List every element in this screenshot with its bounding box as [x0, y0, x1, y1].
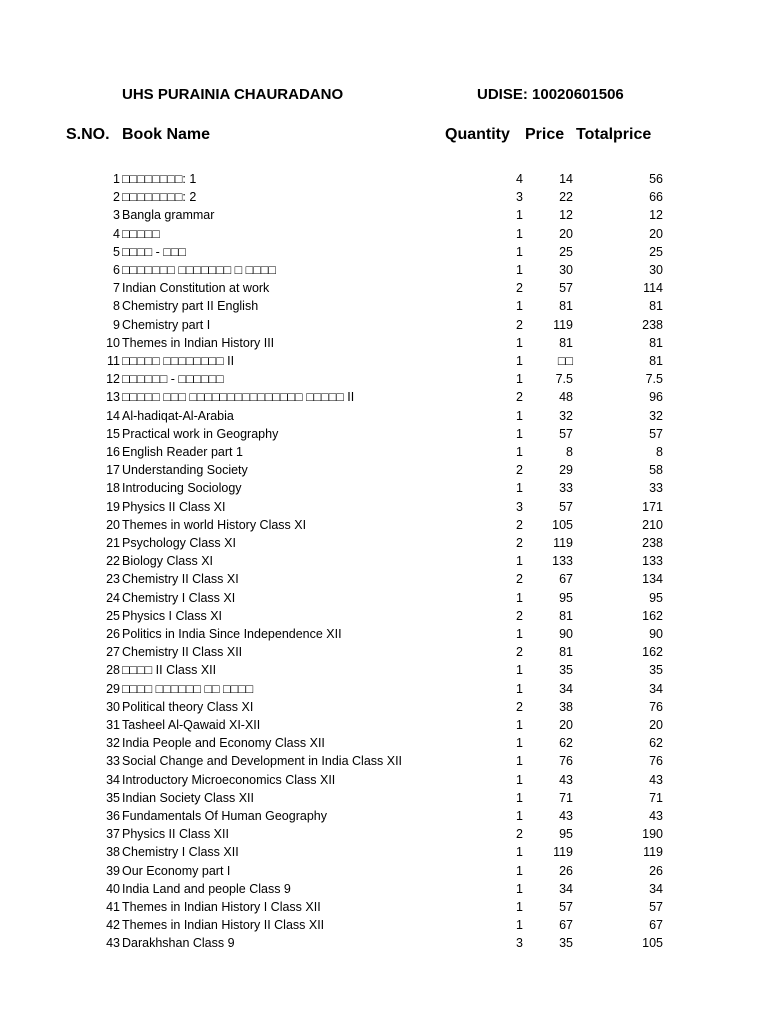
row-price: 26 — [559, 863, 573, 878]
row-totalprice: 8 — [656, 445, 663, 459]
row-book-name: □□□□ II Class XII — [122, 663, 217, 678]
row-sno: 36 — [106, 809, 120, 823]
table-row — [0, 589, 768, 607]
table-row — [0, 352, 768, 370]
row-totalprice: 81 — [649, 354, 663, 368]
row-totalprice: 35 — [649, 663, 663, 678]
row-book-name: Themes in Indian History II Class XII — [122, 918, 325, 933]
row-price: 119 — [553, 536, 573, 550]
row-totalprice: 58 — [649, 463, 663, 478]
row-price: 119 — [553, 845, 573, 860]
row-price: 25 — [559, 244, 573, 259]
row-book-name: Themes in Indian History III — [122, 335, 275, 350]
row-quantity: 1 — [516, 208, 523, 223]
row-sno: 27 — [106, 645, 120, 660]
row-totalprice: 12 — [649, 208, 663, 223]
table-row — [0, 334, 768, 352]
row-quantity: 1 — [516, 299, 523, 314]
row-book-name: □□□□□ □□□ □□□□□□□□□□□□□□□ □□□□□ II — [122, 390, 355, 405]
row-price: 32 — [559, 408, 573, 423]
row-price: 34 — [559, 681, 573, 696]
row-quantity: 2 — [516, 699, 523, 714]
row-totalprice: 81 — [649, 335, 663, 350]
table-row — [0, 316, 768, 334]
row-book-name: Fundamentals Of Human Geography — [122, 809, 327, 823]
row-sno: 39 — [106, 863, 120, 878]
row-sno: 23 — [106, 572, 120, 587]
row-quantity: 1 — [516, 754, 523, 769]
row-price: 133 — [552, 554, 573, 569]
row-book-name: Physics II Class XII — [122, 827, 229, 842]
row-quantity: 2 — [516, 390, 523, 405]
row-price: 43 — [559, 772, 573, 787]
row-totalprice: 114 — [643, 281, 663, 296]
row-totalprice: 238 — [642, 536, 663, 550]
table-row — [0, 443, 768, 461]
row-totalprice: 7.5 — [645, 372, 663, 387]
row-totalprice: 105 — [642, 936, 663, 951]
table-row — [0, 934, 768, 952]
row-book-name: □□□□ □□□□□□ □□ □□□□ — [122, 681, 254, 696]
row-sno: 9 — [113, 317, 120, 332]
row-quantity: 2 — [516, 463, 523, 478]
row-price: 81 — [559, 645, 573, 660]
row-book-name: Indian Society Class XII — [122, 790, 255, 805]
row-totalprice: 34 — [649, 881, 663, 896]
row-price: 7.5 — [555, 372, 573, 387]
row-quantity: 2 — [516, 317, 523, 332]
row-quantity: 1 — [516, 354, 523, 368]
table-row — [0, 734, 768, 752]
row-totalprice: 71 — [649, 790, 663, 805]
row-book-name: Chemistry I Class XII — [122, 845, 239, 860]
row-totalprice: 76 — [649, 754, 663, 769]
row-quantity: 1 — [516, 881, 523, 896]
table-row — [0, 807, 768, 825]
row-totalprice: 43 — [649, 809, 663, 823]
row-totalprice: 57 — [649, 426, 663, 441]
row-price: 90 — [559, 627, 573, 641]
row-price: 57 — [559, 900, 573, 914]
row-quantity: 1 — [516, 445, 523, 459]
row-book-name: Themes in Indian History I Class XII — [122, 900, 321, 914]
row-price: 33 — [559, 481, 573, 496]
row-book-name: □□□□□□□ □□□□□□□ □ □□□□ — [122, 263, 276, 277]
row-totalprice: 96 — [649, 390, 663, 405]
row-book-name: □□□□□ — [122, 226, 160, 241]
row-quantity: 1 — [516, 226, 523, 241]
row-sno: 37 — [106, 827, 120, 842]
table-row — [0, 825, 768, 843]
table-row — [0, 862, 768, 880]
row-book-name: Social Change and Development in India Class XII — [122, 754, 403, 769]
row-price: 57 — [559, 426, 573, 441]
row-quantity: 3 — [516, 499, 523, 514]
row-book-name: Political theory Class XI — [122, 699, 254, 714]
row-book-name: Our Economy part I — [122, 863, 231, 878]
table-row — [0, 479, 768, 497]
row-price: 14 — [559, 172, 573, 186]
row-price: 8 — [566, 445, 573, 459]
row-sno: 41 — [106, 900, 120, 914]
row-sno: 1 — [113, 172, 120, 186]
row-totalprice: 119 — [643, 845, 663, 860]
table-row — [0, 680, 768, 698]
row-quantity: 1 — [516, 663, 523, 678]
row-totalprice: 33 — [649, 481, 663, 496]
table-row — [0, 752, 768, 770]
table-row — [0, 789, 768, 807]
row-totalprice: 26 — [649, 863, 663, 878]
row-sno: 24 — [106, 590, 120, 605]
row-quantity: 1 — [516, 736, 523, 751]
row-totalprice: 95 — [649, 590, 663, 605]
table-row — [0, 607, 768, 625]
row-quantity: 2 — [516, 536, 523, 550]
row-sno: 29 — [106, 681, 120, 696]
row-totalprice: 32 — [649, 408, 663, 423]
row-quantity: 2 — [516, 517, 523, 532]
row-quantity: 1 — [516, 481, 523, 496]
row-quantity: 1 — [516, 718, 523, 732]
table-row — [0, 407, 768, 425]
row-totalprice: 210 — [642, 517, 663, 532]
table-row — [0, 425, 768, 443]
row-quantity: 1 — [516, 408, 523, 423]
row-book-name: Understanding Society — [122, 463, 248, 478]
row-price: 20 — [559, 718, 573, 732]
row-totalprice: 90 — [649, 627, 663, 641]
table-row — [0, 461, 768, 479]
row-totalprice: 20 — [649, 718, 663, 732]
table-row — [0, 206, 768, 224]
row-price: 35 — [559, 936, 573, 951]
row-quantity: 1 — [516, 590, 523, 605]
row-price: 29 — [559, 463, 573, 478]
row-totalprice: 162 — [642, 645, 663, 660]
row-sno: 28 — [106, 663, 120, 678]
row-sno: 35 — [106, 790, 120, 805]
row-quantity: 1 — [516, 372, 523, 387]
table-row — [0, 843, 768, 861]
row-book-name: □□□□□□□□: 1 — [122, 172, 197, 186]
row-totalprice: 62 — [649, 736, 663, 751]
row-quantity: 2 — [516, 827, 523, 842]
udise-code: UDISE: 10020601506 — [477, 86, 624, 103]
row-quantity: 1 — [516, 900, 523, 914]
row-price: 95 — [559, 590, 573, 605]
row-price: 38 — [559, 699, 573, 714]
row-sno: 33 — [106, 754, 120, 769]
row-book-name: Chemistry I Class XI — [122, 590, 236, 605]
row-quantity: 1 — [516, 681, 523, 696]
row-sno: 38 — [106, 845, 120, 860]
table-row — [0, 279, 768, 297]
table-row — [0, 716, 768, 734]
school-name: UHS PURAINIA CHAURADANO — [122, 86, 344, 103]
row-quantity: 1 — [516, 335, 523, 350]
row-price: 76 — [559, 754, 573, 769]
column-header-sno: S.NO. — [66, 126, 110, 143]
row-book-name: Practical work in Geography — [122, 426, 279, 441]
row-sno: 43 — [106, 936, 120, 951]
row-book-name: Al-hadiqat-Al-Arabia — [122, 408, 234, 423]
row-sno: 11 — [107, 354, 120, 368]
row-book-name: □□□□□ □□□□□□□□ II — [122, 354, 235, 368]
table-row — [0, 880, 768, 898]
row-book-name: Chemistry II Class XII — [122, 645, 243, 660]
row-price: 62 — [559, 736, 573, 751]
row-book-name: Chemistry part II English — [122, 299, 259, 314]
row-book-name: Politics in India Since Independence XII — [122, 627, 342, 641]
row-book-name: Introducing Sociology — [122, 481, 242, 496]
table-row — [0, 243, 768, 261]
row-book-name: Introductory Microeconomics Class XII — [122, 772, 336, 787]
row-totalprice: 76 — [649, 699, 663, 714]
table-row — [0, 771, 768, 789]
row-quantity: 2 — [516, 281, 523, 296]
row-quantity: 3 — [516, 936, 523, 951]
row-sno: 34 — [106, 772, 120, 787]
row-sno: 40 — [106, 881, 120, 896]
row-book-name: Physics I Class XI — [122, 608, 223, 623]
row-totalprice: 34 — [649, 681, 663, 696]
row-totalprice: 171 — [642, 499, 663, 514]
column-header-book-name: Book Name — [122, 126, 211, 143]
row-totalprice: 81 — [649, 299, 663, 314]
table-row — [0, 898, 768, 916]
row-totalprice: 162 — [642, 608, 663, 623]
row-price: 81 — [559, 299, 573, 314]
row-book-name: □□□□□□□□: 2 — [122, 190, 197, 205]
row-totalprice: 238 — [642, 317, 663, 332]
row-quantity: 2 — [516, 608, 523, 623]
row-sno: 3 — [113, 208, 120, 223]
row-totalprice: 67 — [649, 918, 663, 933]
row-quantity: 1 — [516, 790, 523, 805]
row-price: 20 — [559, 226, 573, 241]
row-price: 105 — [552, 517, 573, 532]
row-quantity: 1 — [516, 244, 523, 259]
row-totalprice: 30 — [649, 263, 663, 277]
row-quantity: 1 — [516, 772, 523, 787]
row-totalprice: 66 — [649, 190, 663, 205]
row-sno: 4 — [113, 226, 120, 241]
row-sno: 22 — [106, 554, 120, 569]
row-quantity: 4 — [516, 172, 523, 186]
row-totalprice: 57 — [649, 900, 663, 914]
row-price: 67 — [559, 572, 573, 587]
table-row — [0, 516, 768, 534]
row-price: 35 — [559, 663, 573, 678]
table-row — [0, 225, 768, 243]
row-price: 71 — [559, 790, 573, 805]
row-quantity: 1 — [516, 918, 523, 933]
row-quantity: 1 — [516, 845, 523, 860]
row-price: 67 — [559, 918, 573, 933]
row-price: 95 — [559, 827, 573, 842]
row-book-name: □□□□□□ - □□□□□□ — [122, 372, 224, 387]
row-book-name: Biology Class XI — [122, 554, 214, 569]
row-totalprice: 190 — [642, 827, 663, 842]
row-quantity: 1 — [516, 627, 523, 641]
row-sno: 19 — [106, 499, 120, 514]
row-sno: 8 — [113, 299, 120, 314]
table-row — [0, 643, 768, 661]
table-row — [0, 916, 768, 934]
table-row — [0, 534, 768, 552]
row-sno: 16 — [106, 445, 120, 459]
row-sno: 2 — [113, 190, 120, 205]
table-row — [0, 388, 768, 406]
table-row — [0, 698, 768, 716]
table-row — [0, 625, 768, 643]
table-row — [0, 188, 768, 206]
row-totalprice: 43 — [649, 772, 663, 787]
row-sno: 7 — [113, 281, 120, 296]
row-sno: 32 — [106, 736, 120, 751]
row-price: 57 — [559, 281, 573, 296]
table-row — [0, 170, 768, 188]
table-row — [0, 552, 768, 570]
column-header-price: Price — [525, 126, 565, 143]
row-sno: 31 — [106, 718, 120, 732]
row-sno: 25 — [106, 608, 120, 623]
row-quantity: 2 — [516, 572, 523, 587]
row-quantity: 1 — [516, 863, 523, 878]
column-header-totalprice: Totalprice — [576, 126, 652, 143]
row-sno: 5 — [113, 244, 120, 259]
row-quantity: 1 — [516, 809, 523, 823]
table-row — [0, 370, 768, 388]
row-price: 81 — [559, 608, 573, 623]
table-row — [0, 498, 768, 516]
row-quantity: 1 — [516, 426, 523, 441]
row-price: 34 — [559, 881, 573, 896]
row-sno: 17 — [106, 463, 120, 478]
row-totalprice: 133 — [642, 554, 663, 569]
row-quantity: 1 — [516, 554, 523, 569]
row-quantity: 3 — [516, 190, 523, 205]
row-price: 43 — [559, 809, 573, 823]
row-sno: 26 — [106, 627, 120, 641]
table-row — [0, 297, 768, 315]
table-row — [0, 261, 768, 279]
row-sno: 18 — [106, 481, 120, 496]
row-book-name: Chemistry part I — [122, 317, 211, 332]
row-sno: 15 — [106, 426, 120, 441]
row-sno: 14 — [106, 408, 120, 423]
row-book-name: Indian Constitution at work — [122, 281, 270, 296]
row-sno: 20 — [106, 517, 120, 532]
row-sno: 30 — [106, 699, 120, 714]
row-sno: 13 — [106, 390, 120, 405]
row-price: 12 — [559, 208, 573, 223]
row-quantity: 1 — [516, 263, 523, 277]
row-book-name: Darakhshan Class 9 — [122, 936, 235, 951]
row-sno: 6 — [113, 263, 120, 277]
row-book-name: Themes in world History Class XI — [122, 517, 307, 532]
row-book-name: India People and Economy Class XII — [122, 736, 325, 751]
row-totalprice: 56 — [649, 172, 663, 186]
row-price: 57 — [559, 499, 573, 514]
row-sno: 12 — [106, 372, 120, 387]
row-totalprice: 25 — [649, 244, 663, 259]
row-sno: 21 — [106, 536, 120, 550]
row-price: □□ — [557, 354, 573, 368]
row-book-name: □□□□ - □□□ — [122, 244, 186, 259]
row-totalprice: 134 — [642, 572, 663, 587]
table-row — [0, 661, 768, 679]
row-price: 48 — [559, 390, 573, 405]
row-price: 30 — [559, 263, 573, 277]
row-book-name: English Reader part 1 — [122, 445, 243, 459]
row-book-name: Tasheel Al-Qawaid XI-XII — [122, 718, 261, 732]
row-book-name: Physics II Class XI — [122, 499, 226, 514]
row-price: 81 — [559, 335, 573, 350]
row-price: 119 — [553, 317, 573, 332]
row-sno: 10 — [106, 335, 120, 350]
row-sno: 42 — [106, 918, 120, 933]
row-book-name: Psychology Class XI — [122, 536, 236, 550]
column-header-quantity: Quantity — [445, 126, 510, 143]
row-book-name: Bangla grammar — [122, 208, 215, 223]
row-totalprice: 20 — [649, 226, 663, 241]
table-row — [0, 570, 768, 588]
row-price: 22 — [559, 190, 573, 205]
row-quantity: 2 — [516, 645, 523, 660]
row-book-name: India Land and people Class 9 — [122, 881, 291, 896]
row-book-name: Chemistry II Class XI — [122, 572, 239, 587]
